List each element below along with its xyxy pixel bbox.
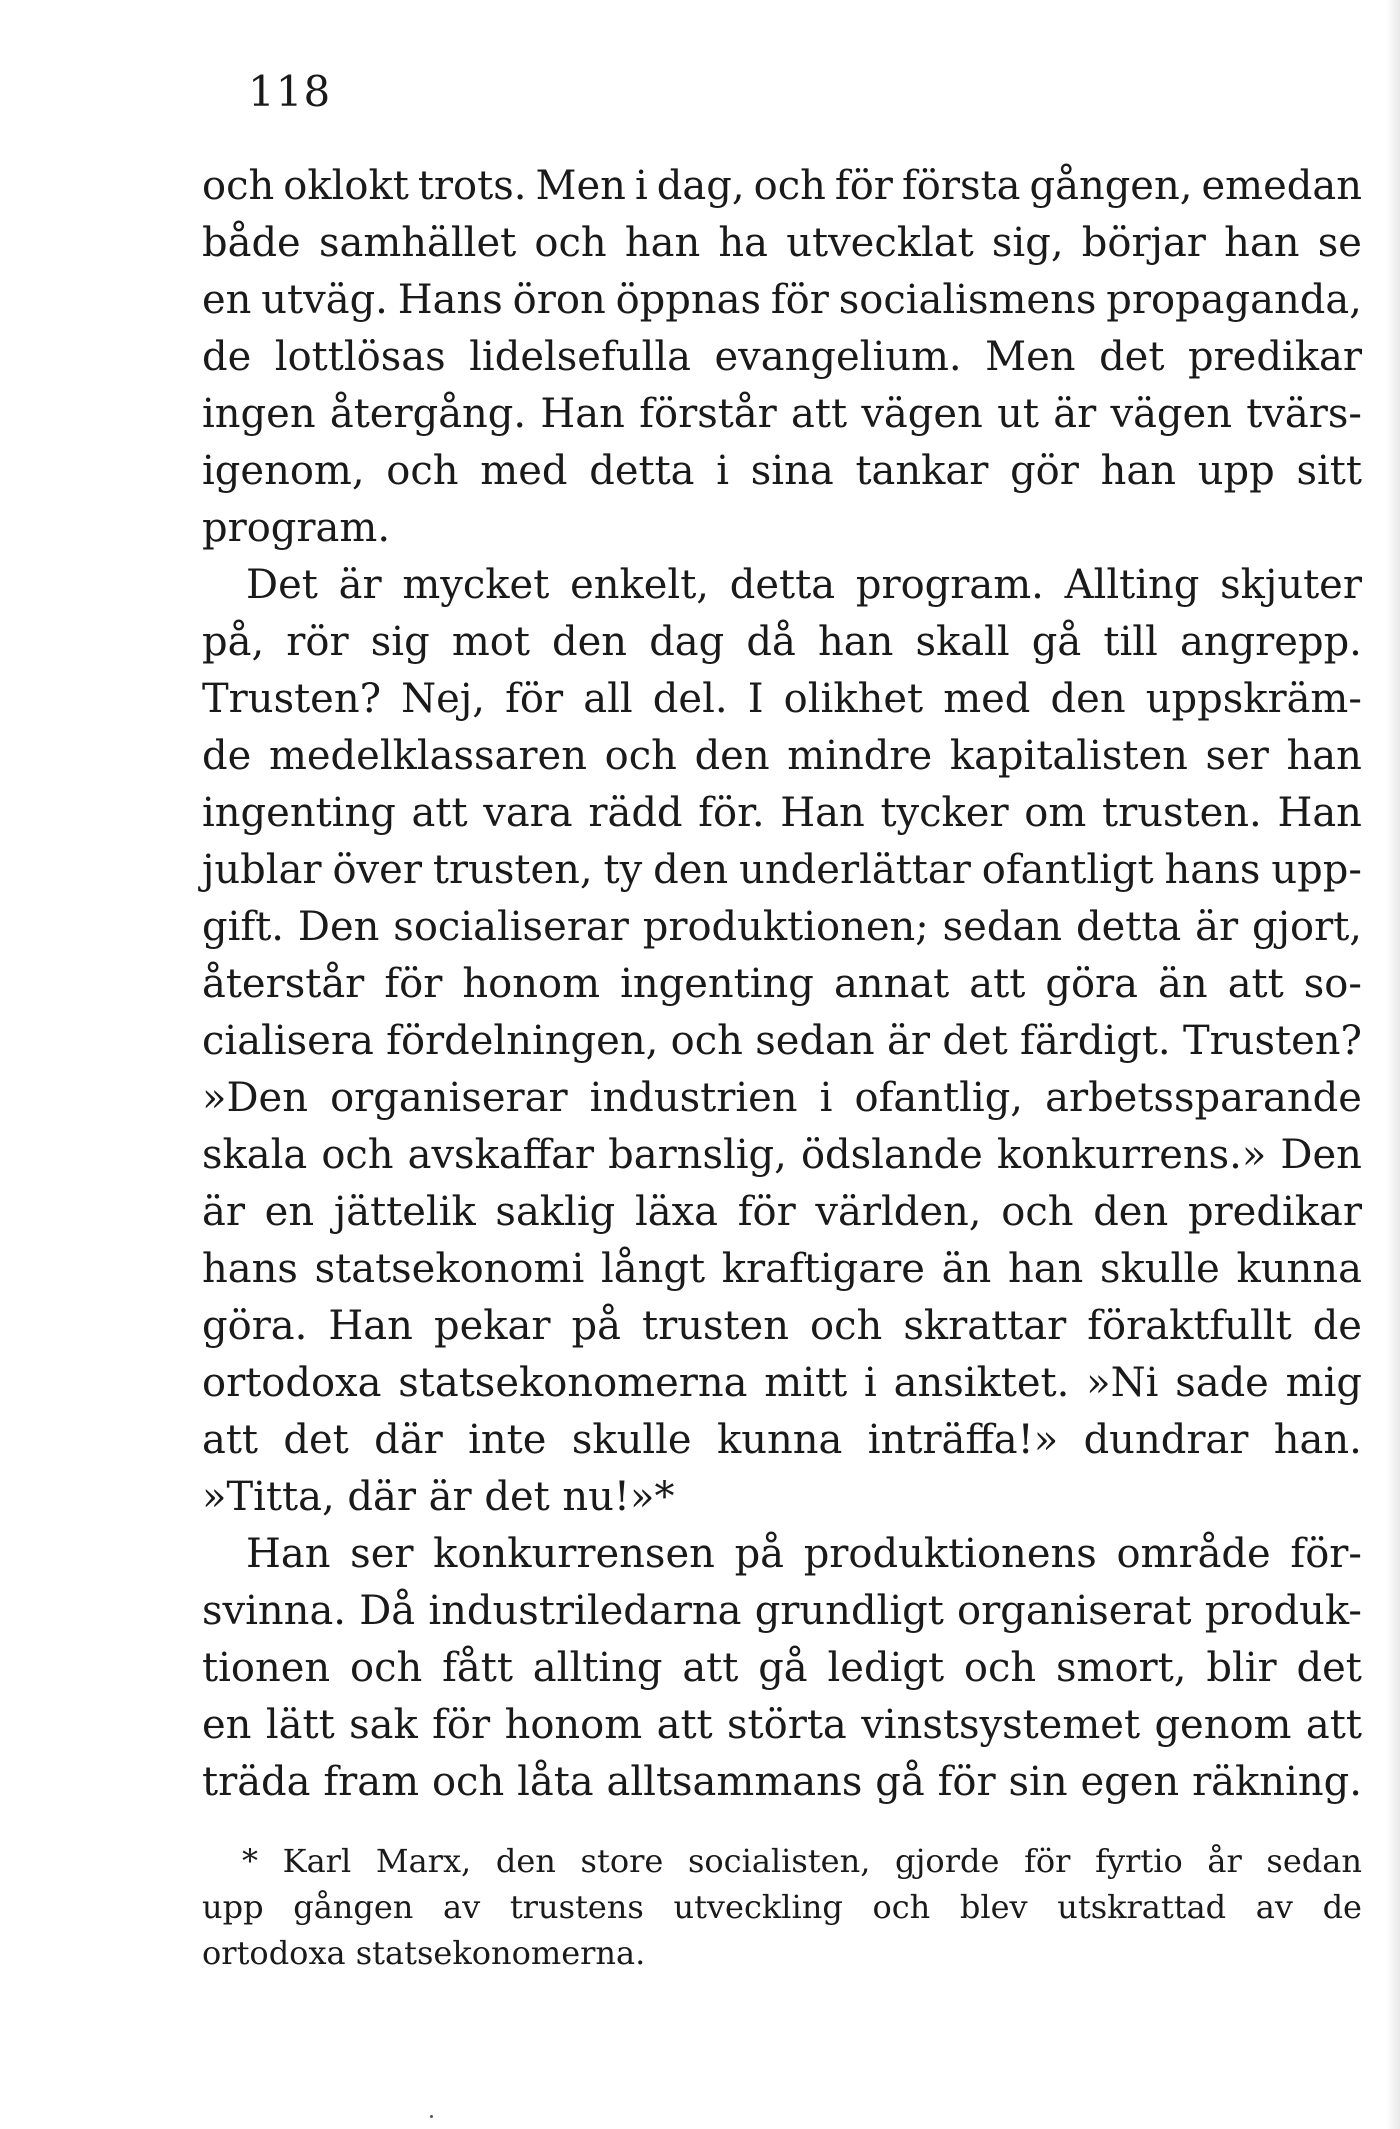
text-line: »Titta, där är det nu!»* (202, 1474, 675, 1520)
text-line: skala och avskaffar barnslig, ödslande konkurrens.» Den (202, 1132, 1362, 1178)
text-line: Han ser konkurrensen på produktionens område för- (246, 1531, 1362, 1577)
text-line: göra. Han pekar på trusten och skrattar föraktfullt de (202, 1303, 1362, 1349)
text-line: tionen och fått allting att gå ledigt och smort, blir det (202, 1645, 1362, 1691)
page-number: 118 (248, 67, 332, 116)
text-line: både samhället och han ha utvecklat sig, börjar han se (202, 220, 1362, 266)
text-line: jublar över trusten, ty den underlättar ofantligt hans upp- (202, 847, 1362, 893)
text-line: gift. Den socialiserar produktionen; sedan detta är gjort, (202, 904, 1362, 950)
text-line: en lätt sak för honom att störta vinstsystemet genom att (202, 1702, 1362, 1748)
text-line: program. (202, 505, 391, 551)
text-line: träda fram och låta alltsammans gå för sin egen räkning. (202, 1759, 1362, 1805)
text-line: Trusten? Nej, för all del. I olikhet med den uppskräm- (202, 676, 1362, 722)
text-line: »Den organiserar industrien i ofantlig, arbetssparande (202, 1075, 1362, 1121)
text-line: återstår för honom ingenting annat att göra än att so- (202, 961, 1362, 1007)
text-line: de lottlösas lidelsefulla evangelium. Men det predikar (202, 334, 1362, 380)
text-line: en utväg. Hans öron öppnas för socialismens propaganda, (202, 277, 1362, 323)
text-line: ortodoxa statsekonomerna mitt i ansiktet. »Ni sade mig (202, 1360, 1362, 1406)
footnote-line: upp gången av trustens utveckling och blev utskrattad av de (202, 1888, 1362, 1926)
scan-speck (430, 2115, 433, 2118)
footnote (202, 1838, 1362, 1976)
text-line: Det är mycket enkelt, detta program. Allting skjuter (246, 562, 1362, 608)
text-line: ingen återgång. Han förstår att vägen ut är vägen tvärs- (202, 391, 1362, 437)
text-line: hans statsekonomi långt kraftigare än han skulle kunna (202, 1246, 1362, 1292)
text-line: på, rör sig mot den dag då han skall gå till angrepp. (202, 619, 1362, 665)
text-line: ingenting att vara rädd för. Han tycker om trusten. Han (202, 790, 1362, 836)
footnote-line: * Karl Marx, den store socialisten, gjorde för fyrtio år sedan (242, 1842, 1362, 1880)
text-line: att det där inte skulle kunna inträffa!» dundrar han. (202, 1417, 1362, 1463)
text-line: svinna. Då industriledarna grundligt organiserat produk- (202, 1588, 1362, 1634)
text-line: igenom, och med detta i sina tankar gör han upp sitt (202, 448, 1362, 494)
body-text (202, 158, 1362, 1811)
scan-edge (1386, 0, 1400, 2129)
footnote-line: ortodoxa statsekonomerna. (202, 1934, 646, 1972)
text-line: cialisera fördelningen, och sedan är det färdigt. Trusten? (202, 1018, 1362, 1064)
text-line: är en jättelik saklig läxa för världen, och den predikar (202, 1189, 1362, 1235)
text-line: de medelklassaren och den mindre kapitalisten ser han (202, 733, 1362, 779)
text-line: och oklokt trots. Men i dag, och för första gången, emedan (202, 163, 1362, 209)
